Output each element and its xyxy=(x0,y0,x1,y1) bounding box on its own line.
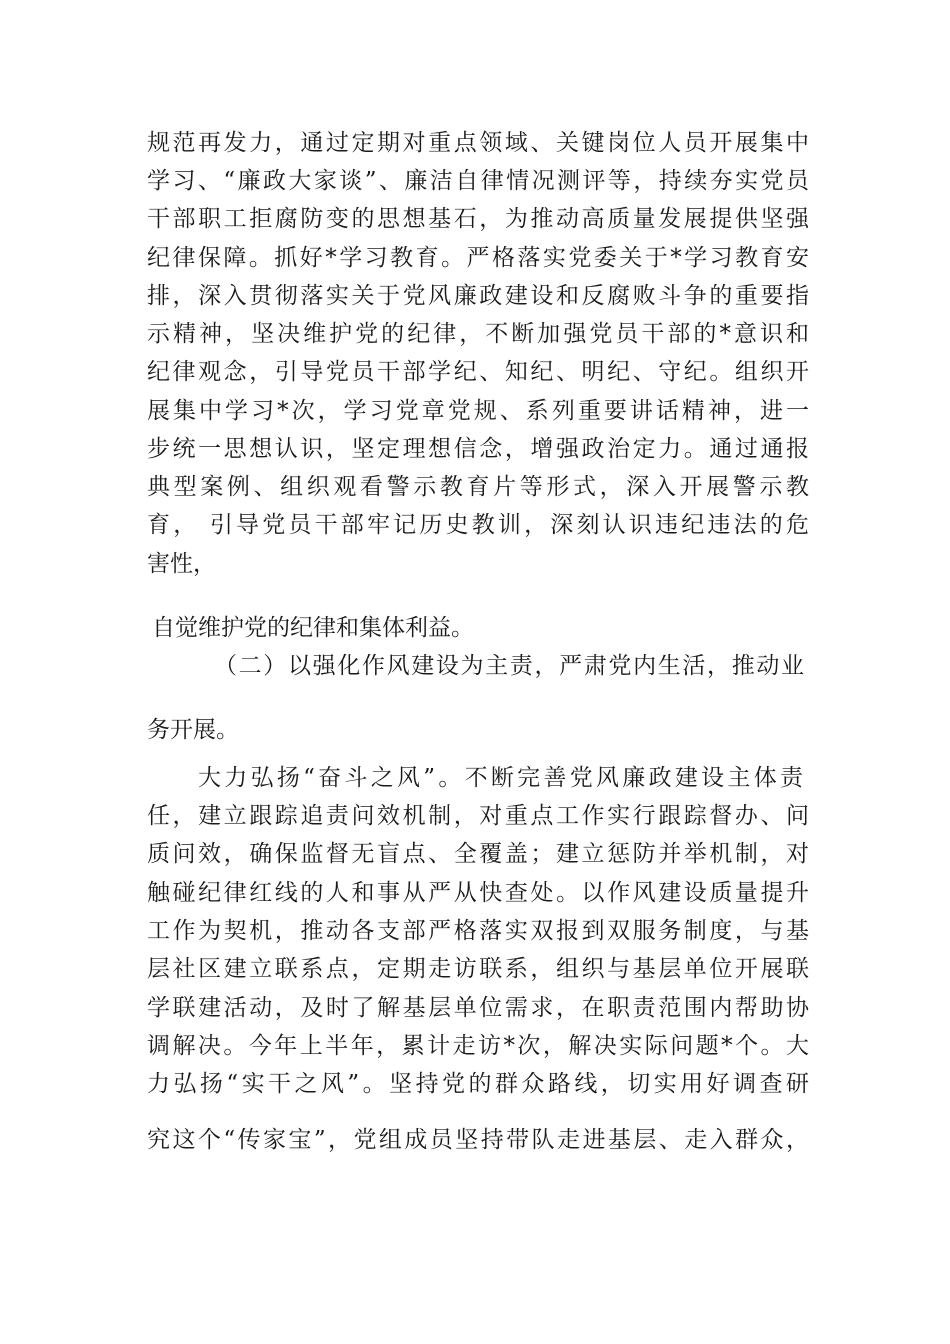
text-line-6: 示精神，坚决维护党的纪律，不断加强党员干部的*意识和 xyxy=(147,321,809,347)
text-line-21: 层社区建立联系点，定期走访联系，组织与基层单位开展联 xyxy=(147,956,809,982)
section-heading-2-cont: 务开展。 xyxy=(147,717,239,743)
text-line-25: 究这个“传家宝”，党组成员坚持带队走进基层、走入群众， xyxy=(147,1127,809,1153)
text-line-8: 展集中学习*次，学习党章党规、系列重要讲话精神，进一 xyxy=(147,398,809,424)
text-line-22: 学联建活动，及时了解基层单位需求，在职责范围内帮助协 xyxy=(147,995,809,1021)
text-line-9: 步统一思想认识，坚定理想信念，增强政治定力。通过通报 xyxy=(147,436,809,462)
text-line-5: 排，深入贯彻落实关于党风廉政建设和反腐败斗争的重要指 xyxy=(147,283,809,309)
text-line-20: 工作为契机，推动各支部严格落实双报到双服务制度，与基 xyxy=(147,918,809,944)
text-line-7: 纪律观念，引导党员干部学纪、知纪、明纪、守纪。组织开 xyxy=(147,359,809,385)
text-line-24: 力弘扬“实干之风”。坚持党的群众路线，切实用好调查研 xyxy=(147,1071,809,1097)
text-line-19: 触碰纪律红线的人和事从严从快查处。以作风建设质量提升 xyxy=(147,880,809,906)
text-line-2: 学习、“廉政大家谈”、廉洁自律情况测评等，持续夯实党员 xyxy=(147,168,809,194)
text-line-16: 大力弘扬“奋斗之风”。不断完善党风廉政建设主体责 xyxy=(198,765,803,791)
text-line-12: 害性， xyxy=(147,551,216,577)
text-line-10: 典型案例、组织观看警示教育片等形式，深入开展警示教 xyxy=(147,474,809,500)
text-line-17: 任，建立跟踪追责问效机制，对重点工作实行跟踪督办、问 xyxy=(147,803,809,829)
text-line-23: 调解决。今年上半年，累计走访*次，解决实际问题*个。大 xyxy=(147,1033,809,1059)
text-line-4: 纪律保障。抓好*学习教育。严格落实党委关于*学习教育安 xyxy=(147,245,809,271)
section-heading-2: （二）以强化作风建设为主责，严肃党内生活，推动业 xyxy=(214,653,804,679)
text-line-18: 质问效，确保监督无盲点、全覆盖；建立惩防并举机制，对 xyxy=(147,841,809,867)
text-line-13: 自觉维护党的纪律和集体利益。 xyxy=(152,615,474,641)
text-line-11: 育， 引导党员干部牢记历史教训，深刻认识违纪违法的危 xyxy=(147,512,809,538)
text-line-1: 规范再发力，通过定期对重点领域、关键岗位人员开展集中 xyxy=(147,130,809,156)
text-line-3: 干部职工拒腐防变的思想基石，为推动高质量发展提供坚强 xyxy=(147,206,809,232)
